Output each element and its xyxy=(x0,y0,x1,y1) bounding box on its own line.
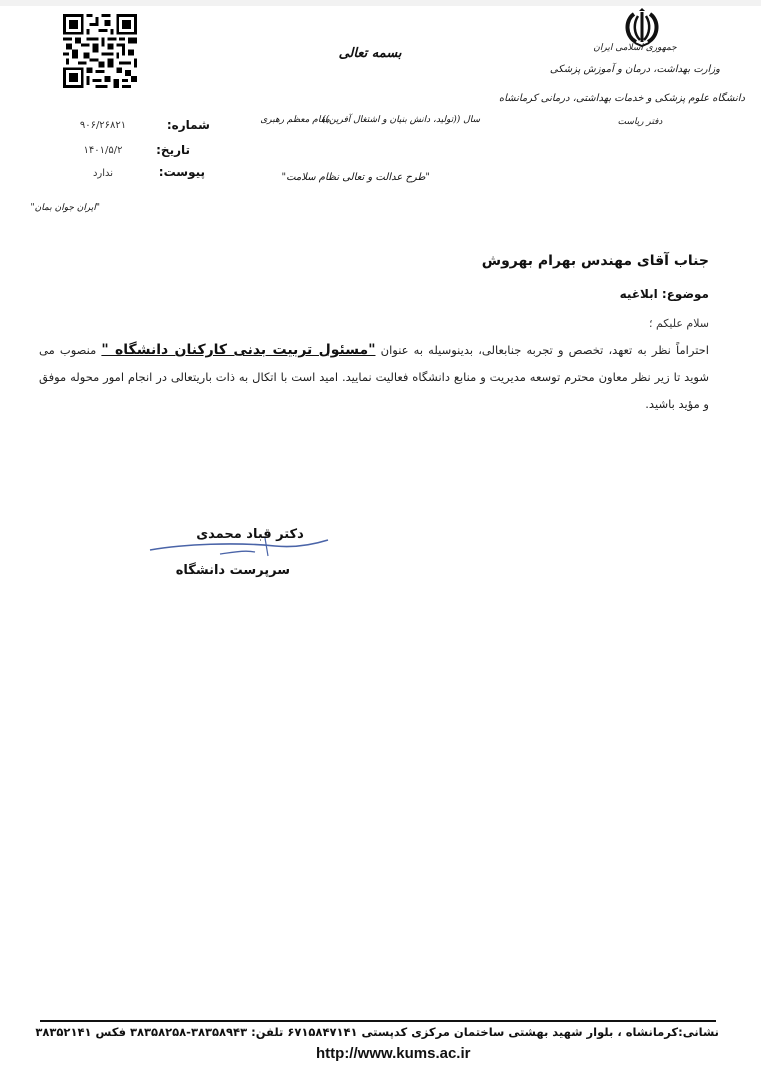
attachment-value: ندارد xyxy=(92,168,114,179)
signatory-role: سرپرست دانشگاه xyxy=(175,563,290,578)
number-value: ۹۰۶/۲۶۸۲۱ xyxy=(79,120,127,131)
body-text-end: منصوب می شوید تا زیر نظر معاون محترم توسعه مدیریت و منابع دانشگاه فعالیت نمایید. امید است با اتکال به ذات باریتعالی در انجام امور محوله موفق و مؤید باشید. xyxy=(39,343,709,411)
plan-motto: "طرح عدالت و تعالی نظام سلامت" xyxy=(281,172,430,183)
footer-address: نشانی:کرمانشاه ، بلوار شهید بهشتی ساختمان مرکزی کدپستی ۶۷۱۵۸۴۷۱۴۱ تلفن: ۳۸۳۵۸۹۴۳-۳۸۳۵۸۲۵۸ فکس ۳۸۳۵۲۱۴۱ xyxy=(35,1025,719,1039)
greeting: سلام علیکم ؛ xyxy=(648,317,709,330)
qr-code-icon xyxy=(63,14,137,88)
year-motto-source: مقام معظم رهبری xyxy=(260,115,330,125)
appointment-title: "مسئول تربیت بدنی کارکنان دانشگاه " xyxy=(101,342,376,358)
iran-emblem-icon xyxy=(620,8,664,48)
date-value: ۱۴۰۱/۵/۲ xyxy=(83,145,123,156)
letter-body xyxy=(39,337,709,418)
date-label: تاریخ: xyxy=(156,143,190,157)
footer-divider xyxy=(40,1020,716,1022)
addressee: جناب آقای مهندس بهرام بهروش xyxy=(481,253,709,269)
body-text-start: احتراماً نظر به تعهد، تخصص و تجربه جنابعالی، بدینوسیله به عنوان xyxy=(375,343,709,357)
letterhead-country: جمهوری اسلامی ایران xyxy=(593,43,677,53)
number-label: شماره: xyxy=(166,118,210,132)
bismillah-heading: بسمه تعالی xyxy=(338,46,402,61)
letterhead-office: دفتر ریاست xyxy=(617,117,663,127)
signatory-name: دکتر قباد محمدی xyxy=(196,527,304,542)
top-scan-edge xyxy=(0,0,761,6)
subject: موضوع: ابلاغیه xyxy=(619,287,709,301)
letterhead-ministry: وزارت بهداشت، درمان و آموزش پزشکی xyxy=(549,64,720,75)
attachment-label: پیوست: xyxy=(158,165,205,179)
slogan: "ایران جوان بمان" xyxy=(30,203,100,213)
letterhead-university: دانشگاه علوم پزشکی و خدمات بهداشتی، درمانی کرمانشاه xyxy=(498,93,745,104)
footer-website-link[interactable]: http://www.kums.ac.ir xyxy=(316,1045,471,1062)
year-motto: سال ((تولید، دانش بنیان و اشتغال آفرین)) xyxy=(322,115,480,125)
